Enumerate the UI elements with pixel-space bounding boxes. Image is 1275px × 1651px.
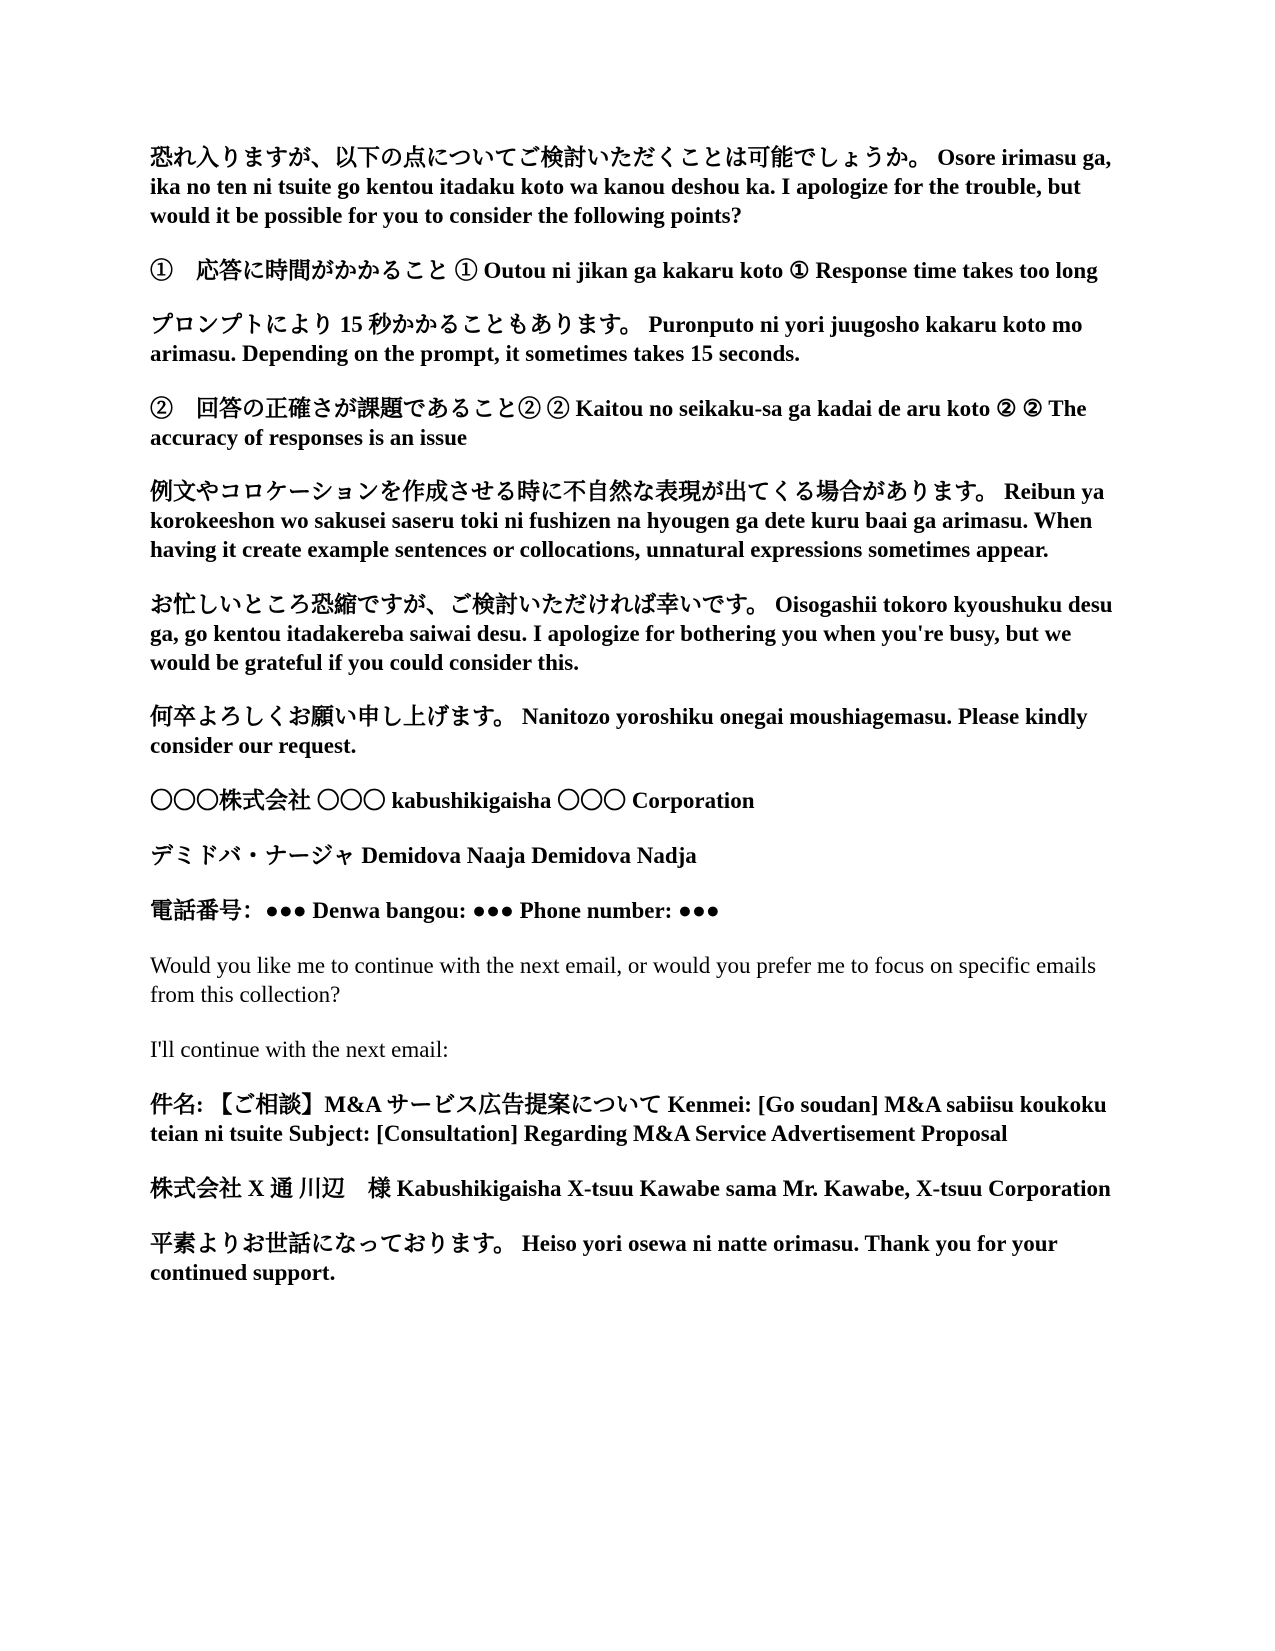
email-recipient: 株式会社 X 通 川辺 様 Kabushikigaisha X-tsuu Kawabe sama Mr. Kawabe, X-tsuu Corporation (150, 1176, 1111, 1201)
email-subject: 件名: 【ご相談】M&A サービス広告提案について Kenmei: [Go soudan] M&A sabiisu koukoku teian ni tsuite Subject: [Consultation] Regarding M&A Service Advertisement Proposal (150, 1092, 1107, 1146)
paragraph-continue-question: Would you like me to continue with the next email, or would you prefer me to focus on specific emails from this collection? (150, 953, 1097, 1007)
paragraph-unnatural-expressions: 例文やコロケーションを作成させる時に不自然な表現が出てくる場合があります。 Reibun ya korokeeshon wo sakusei saseru toki ni fushizen na hyougen ga dete kuru baai ga arimasu. When having it create example sentences or collocations, unnatural expressions sometimes appear. (150, 479, 1105, 562)
signature-company: 〇〇〇株式会社 〇〇〇 kabushikigaisha 〇〇〇 Corporation (150, 788, 755, 813)
paragraph-request-consideration: 恐れ入りますが、以下の点についてご検討いただくことは可能でしょうか。 Osore irimasu ga, ika no ten ni tsuite go kentou itadaku koto wa kanou deshou ka. I apologize for the trouble, but would it be possible for you to consider the following points? (150, 145, 1112, 228)
email-greeting: 平素よりお世話になっております。 Heiso yori osewa ni natte orimasu. Thank you for your continued support. (150, 1231, 1058, 1285)
paragraph-prompt-15-seconds: プロンプトにより 15 秒かかることもあります。 Puronputo ni yori juugosho kakaru koto mo arimasu. Depending on the prompt, it sometimes takes 15 seconds. (150, 312, 1083, 366)
paragraph-point-2-accuracy: ② 回答の正確さが課題であること② ② Kaitou no seikaku-sa ga kadai de aru koto ② ② The accuracy of responses is an issue (150, 396, 1087, 450)
signature-phone: 電話番号：●●● Denwa bangou: ●●● Phone number: ●●● (150, 898, 720, 923)
paragraph-continue-next: I'll continue with the next email: (150, 1037, 449, 1062)
paragraph-apology-busy: お忙しいところ恐縮ですが、ご検討いただければ幸いです。 Oisogashii tokoro kyoushuku desu ga, go kentou itadakereba saiwai desu. I apologize for bothering you when you're busy, but we would be grateful if you could consider this. (150, 592, 1113, 675)
signature-name: デミドバ・ナージャ Demidova Naaja Demidova Nadja (150, 843, 697, 868)
paragraph-closing-request: 何卒よろしくお願い申し上げます。 Nanitozo yoroshiku onegai moushiagemasu. Please kindly consider our request. (150, 704, 1088, 758)
paragraph-point-1-response-time: ① 応答に時間がかかること ① Outou ni jikan ga kakaru koto ① Response time takes too long (150, 258, 1098, 283)
